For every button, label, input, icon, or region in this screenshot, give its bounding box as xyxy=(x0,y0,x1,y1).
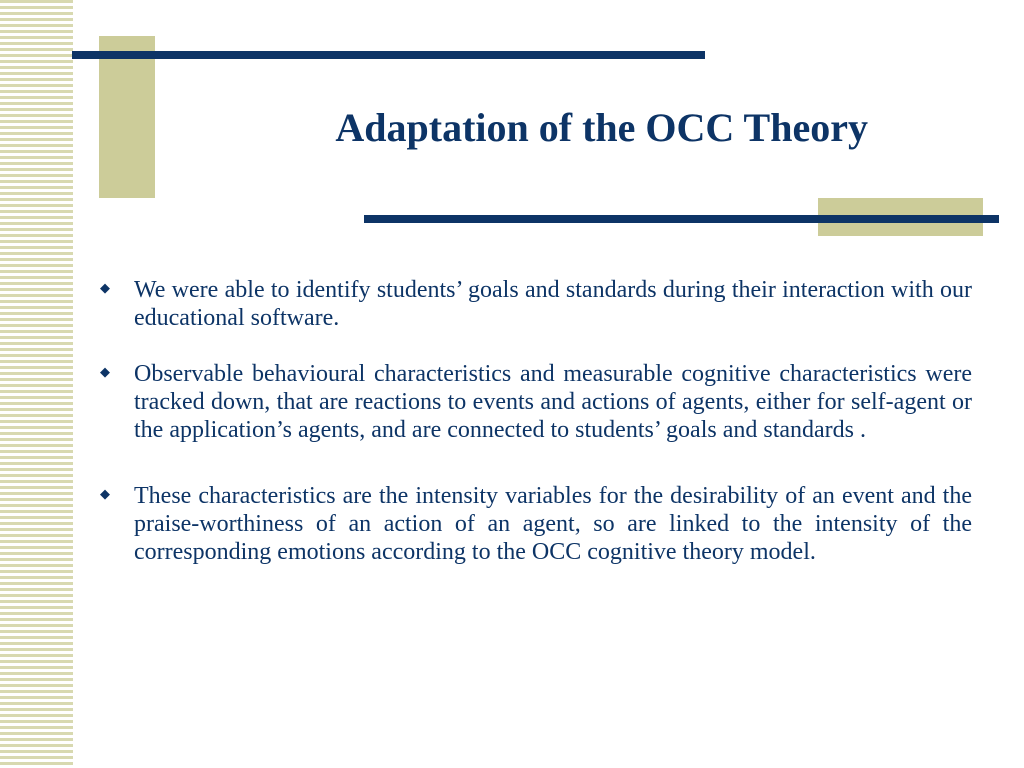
bullet-item xyxy=(96,360,972,444)
bullet-text: We were able to identify students’ goals and standards during their interaction with our educational software. xyxy=(134,277,972,331)
striped-sidebar-decoration xyxy=(0,0,73,768)
bullet-item xyxy=(96,482,972,566)
bullet-list xyxy=(96,276,972,594)
top-rule xyxy=(72,51,705,59)
accent-block-left xyxy=(99,36,155,198)
diamond-bullet-icon: ◆ xyxy=(100,280,110,295)
diamond-bullet-icon: ◆ xyxy=(100,364,110,379)
bullet-text: Observable behavioural characteristics and measurable cognitive characteristics were tracked down, that are reactions to events and actions of agents, either for self-agent or the application’s agents, and are connected to students’ goals and standards . xyxy=(134,361,972,443)
bottom-rule xyxy=(364,215,999,223)
bullet-text: These characteristics are the intensity variables for the desirability of an event and the praise-worthiness of an action of an agent, so are linked to the intensity of the corresponding emotions according to the OCC cognitive theory model. xyxy=(134,483,972,565)
slide-title: Adaptation of the OCC Theory xyxy=(335,105,868,150)
diamond-bullet-icon: ◆ xyxy=(100,486,110,501)
bullet-item xyxy=(96,276,972,332)
